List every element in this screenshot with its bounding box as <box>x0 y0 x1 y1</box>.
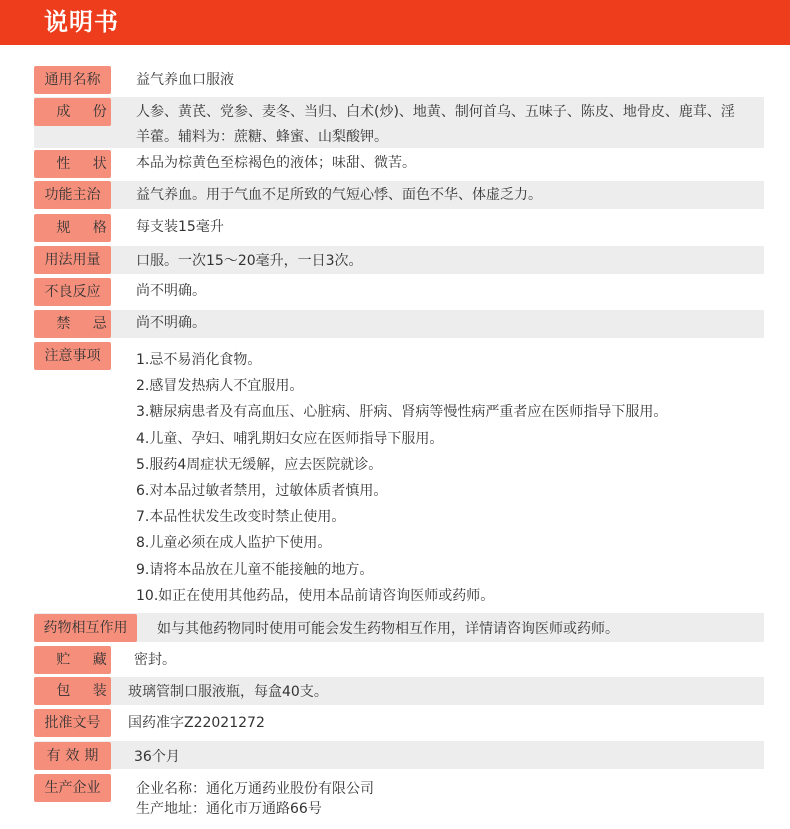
header-bar <box>0 0 790 45</box>
label-indications: 功能主治 <box>34 181 111 209</box>
label-properties: 性状 <box>34 150 111 178</box>
list-item: 4.儿童、孕妇、哺乳期妇女应在医师指导下服用。 <box>136 430 444 447</box>
label-approval-number: 批准文号 <box>34 709 111 737</box>
list-item: 3.糖尿病患者及有高血压、心脏病、肝病、肾病等慢性病严重者应在医师指导下服用。 <box>136 404 668 421</box>
list-item: 10.如正在使用其他药品，使用本品前请咨询医师或药师。 <box>136 587 495 604</box>
label-interactions: 药物相互作用 <box>34 614 137 642</box>
list-item: 8.儿童必须在成人监护下使用。 <box>136 535 332 552</box>
manufacturer-address: 生产地址：通化市万通路66号 <box>136 801 322 817</box>
list-item: 9.请将本品放在儿童不能接触的地方。 <box>136 561 374 578</box>
value-spec: 每支装15毫升 <box>136 219 224 235</box>
label-generic-name: 通用名称 <box>34 66 111 94</box>
label-adverse-reactions: 不良反应 <box>34 278 111 306</box>
list-item: 2.感冒发热病人不宜服用。 <box>136 378 304 395</box>
label-validity: 有效期 <box>34 742 111 770</box>
value-properties: 本品为棕黄色至棕褐色的液体；味甜、微苦。 <box>136 155 416 171</box>
page-title: 说明书 <box>44 8 119 36</box>
value-adverse-reactions: 尚不明确。 <box>136 283 206 299</box>
label-precautions: 注意事项 <box>34 342 111 370</box>
label-packaging: 包装 <box>34 677 111 705</box>
value-storage: 密封。 <box>134 652 176 668</box>
value-contraindications: 尚不明确。 <box>136 315 206 331</box>
label-storage: 贮藏 <box>34 646 111 674</box>
list-item: 1.忌不易消化食物。 <box>136 352 262 368</box>
value-indications: 益气养血。用于气血不足所致的气短心悸、面色不华、体虚乏力。 <box>136 187 542 203</box>
value-dosage: 口服。一次15～20毫升，一日3次。 <box>136 253 363 269</box>
label-contraindications: 禁忌 <box>34 310 111 338</box>
precautions-list <box>136 347 667 609</box>
label-dosage: 用法用量 <box>34 246 111 274</box>
label-manufacturer: 生产企业 <box>34 774 111 802</box>
list-item: 6.对本品过敏者禁用，过敏体质者慎用。 <box>136 482 388 499</box>
value-validity: 36个月 <box>134 749 180 765</box>
list-item: 5.服药4周症状无缓解，应去医院就诊。 <box>136 456 383 473</box>
value-packaging: 玻璃管制口服液瓶，每盒40支。 <box>128 684 328 700</box>
value-ingredients: 人参、黄芪、党参、麦冬、当归、白术(炒)、地黄、制何首乌、五味子、陈皮、地骨皮、鹿茸、淫羊藿。辅料为：蔗糖、蜂蜜、山梨酸钾。 <box>136 104 735 145</box>
value-interactions: 如与其他药物同时使用可能会发生药物相互作用，详情请咨询医师或药师。 <box>157 621 619 637</box>
list-item: 7.本品性状发生改变时禁止使用。 <box>136 509 346 526</box>
value-approval-number: 国药准字Z22021272 <box>128 715 265 731</box>
manufacturer-name: 企业名称：通化万通药业股份有限公司 <box>136 781 374 797</box>
label-spec: 规格 <box>34 214 111 242</box>
label-ingredients: 成份 <box>34 98 111 126</box>
value-generic-name: 益气养血口服液 <box>136 72 234 88</box>
